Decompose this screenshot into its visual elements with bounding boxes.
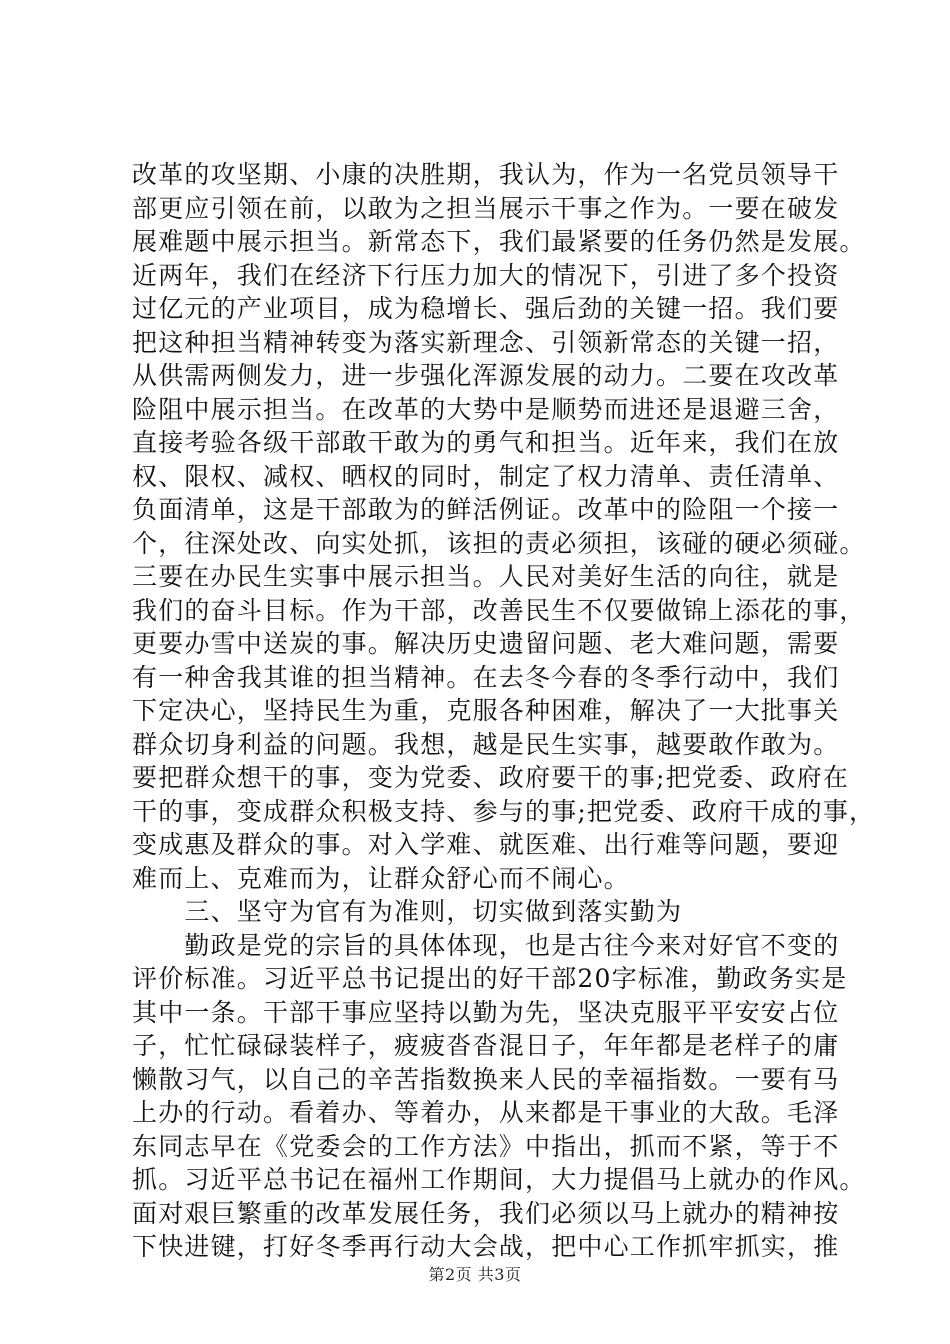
- text-line: 个，往深处改、向实处抓，该担的责必须担，该碰的硬必须碰。: [132, 528, 866, 558]
- text-line: 东同志早在《党委会的工作方法》中指出，抓而不紧，等于不: [132, 1131, 840, 1161]
- text-line: 要把群众想干的事，变为党委、政府要干的事;把党委、政府在: [132, 763, 850, 792]
- text-line: 子，忙忙碌碌装样子，疲疲沓沓混日子，年年都是老样子的庸: [132, 1031, 840, 1060]
- text-line: 群众切身利益的问题。我想，越是民生实事，越要敢作敢为。: [132, 729, 840, 759]
- text-line: 过亿元的产业项目，成为稳增长、强后劲的关键一招。我们要: [132, 294, 840, 323]
- text-line: 下定决心，坚持民生为重，克服各种困难，解决了一大批事关: [132, 696, 840, 725]
- text-line: 抓。习近平总书记在福州工作期间，大力提倡马上就办的作风。: [132, 1165, 866, 1194]
- text-line: 干的事，变成群众积极支持、参与的事;把党委、政府干成的事，: [132, 796, 876, 826]
- text-line: 部更应引领在前，以敢为之担当展示干事之作为。一要在破发: [132, 193, 840, 223]
- text-line: 从供需两侧发力，进一步强化浑源发展的动力。二要在攻改革: [132, 361, 840, 390]
- text-line: 我们的奋斗目标。作为干部，改善民生不仅要做锦上添花的事，: [132, 595, 866, 625]
- text-line: 难而上、克难而为，让群众舒心而不闹心。: [132, 863, 630, 893]
- text-line: 改革的攻坚期、小康的决胜期，我认为，作为一名党员领导干: [132, 160, 840, 189]
- text-line: 展难题中展示担当。新常态下，我们最紧要的任务仍然是发展。: [132, 227, 866, 256]
- text-line: 险阻中展示担当。在改革的大势中是顺势而进还是退避三舍，: [132, 394, 840, 424]
- text-line: 变成惠及群众的事。对入学难、就医难、出行难等问题，要迎: [132, 830, 840, 859]
- document-body: [132, 158, 876, 1264]
- section-heading: 三、坚守为官有为准则，切实做到落实勤为: [132, 897, 683, 926]
- text-line: 更要办雪中送炭的事。解决历史遗留问题、老大难问题，需要: [132, 629, 840, 658]
- text-line: 近两年，我们在经济下行压力加大的情况下，引进了多个投资: [132, 260, 840, 290]
- text-line: 把这种担当精神转变为落实新理念、引领新常态的关键一招，: [132, 327, 840, 357]
- text-line: 懒散习气，以自己的辛苦指数换来人民的幸福指数。一要有马: [132, 1064, 840, 1094]
- text-line: 下快进键，打好冬季再行动大会战，把中心工作抓牢抓实，推: [132, 1232, 840, 1261]
- text-line: 直接考验各级干部敢干敢为的勇气和担当。近年来，我们在放: [132, 428, 840, 457]
- text-line: 负面清单，这是干部敢为的鲜活例证。改革中的险阻一个接一: [132, 495, 840, 524]
- page-number-footer: 第2页 共3页: [428, 1265, 522, 1284]
- text-line: 有一种舍我其谁的担当精神。在去冬今春的冬季行动中，我们: [132, 662, 840, 692]
- text-line: 上办的行动。看着办、等着办，从来都是干事业的大敌。毛泽: [132, 1098, 840, 1127]
- text-line: 其中一条。干部干事应坚持以勤为先，坚决克服平平安安占位: [132, 997, 840, 1027]
- text-line: 三要在办民生实事中展示担当。人民对美好生活的向往，就是: [132, 562, 840, 591]
- text-line: 权、限权、减权、晒权的同时，制定了权力清单、责任清单、: [132, 461, 840, 491]
- text-line: 勤政是党的宗旨的具体体现，也是古往今来对好官不变的: [132, 930, 840, 960]
- text-line: 面对艰巨繁重的改革发展任务，我们必须以马上就办的精神按: [132, 1198, 840, 1228]
- text-line: 评价标准。习近平总书记提出的好干部20字标准，勤政务实是: [132, 964, 848, 993]
